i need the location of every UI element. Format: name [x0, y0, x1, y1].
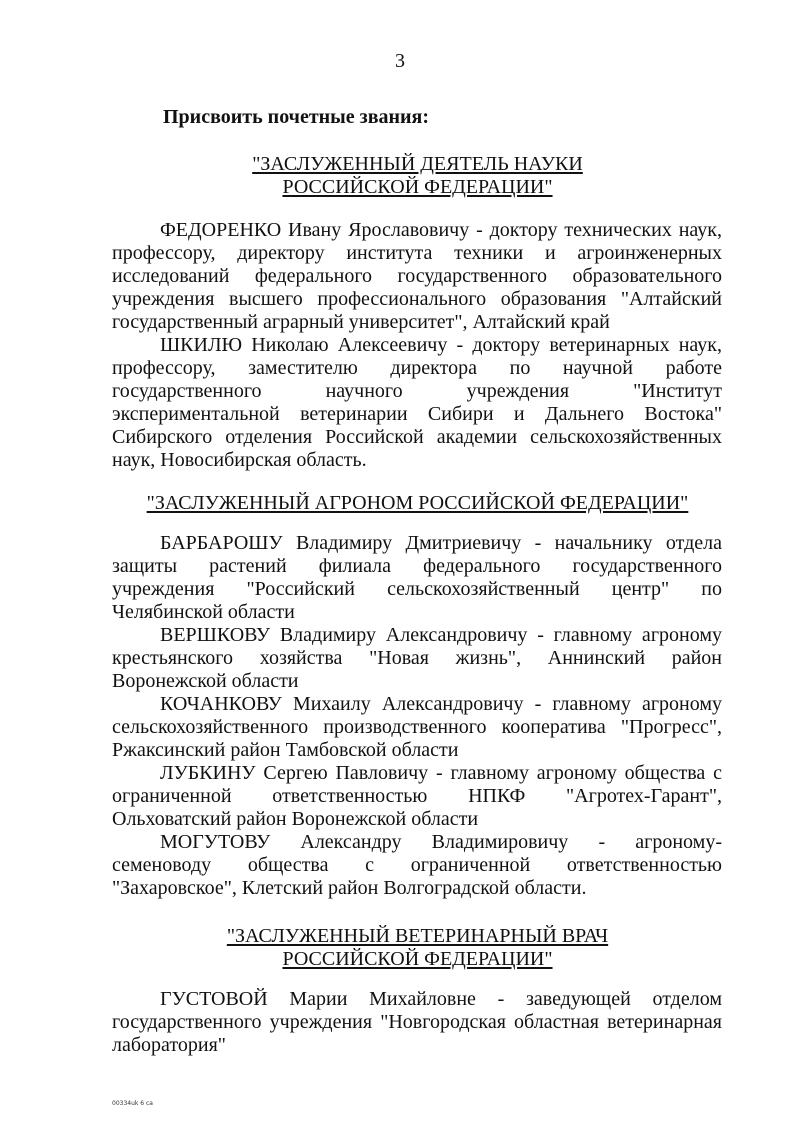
entry-kochankov [112, 693, 722, 762]
heading-line: РОССИЙСКОЙ ФЕДЕРАЦИИ" [282, 948, 553, 970]
entry-mogutov [112, 831, 722, 900]
entry-line: профессору, заместителю директора по научной работе [112, 357, 722, 379]
award-instruction: Присвоить почетные звания: [163, 106, 430, 128]
entry-line: семеноводу общества с ограниченной ответственностью [112, 854, 722, 876]
entry-line: защиты растений филиала федерального государственного [112, 555, 722, 577]
entry-line: Ржаксинский район Тамбовской области [112, 739, 459, 761]
entry-line: ЛУБКИНУ Сергею Павловичу - главному агроному общества с [160, 762, 722, 784]
document-code: 00334uk 6 ca [112, 1100, 153, 1107]
page-number: 3 [395, 50, 405, 72]
entry-vershkov [112, 624, 722, 693]
entry-line: профессору, директору института техники и агроинженерных [112, 242, 722, 264]
entry-line: МОГУТОВУ Александру Владимировичу - агроному- [160, 831, 722, 853]
entry-line: ШКИЛЮ Николаю Алексеевичу - доктору ветеринарных наук, [160, 334, 722, 356]
entry-line: сельскохозяйственного производственного кооператива "Прогресс", [112, 716, 722, 738]
heading-line: "ЗАСЛУЖЕННЫЙ АГРОНОМ РОССИЙСКОЙ ФЕДЕРАЦИИ" [146, 492, 689, 514]
entry-line: государственного учреждения "Новгородская областная ветеринарная [112, 1011, 722, 1033]
entry-line: экспериментальной ветеринарии Сибири и Дальнего Востока" [112, 403, 722, 425]
entry-line: ограниченной ответственностью НПКФ "Агротех-Гарант", [112, 785, 722, 807]
entry-line: ГУСТОВОЙ Марии Михайловне - заведующей отделом [160, 988, 722, 1010]
section-heading-veterinarian [0, 925, 800, 971]
entry-line: Ольховатский район Воронежской области [112, 808, 479, 830]
entry-line: БАРБАРОШУ Владимиру Дмитриевичу - начальнику отдела [160, 532, 722, 554]
heading-line: "ЗАСЛУЖЕННЫЙ ДЕЯТЕЛЬ НАУКИ [252, 153, 583, 175]
entry-barbarosh [112, 532, 722, 624]
entry-line: государственного научного учреждения "Институт [112, 380, 722, 402]
entry-gustova [112, 988, 722, 1057]
entry-line: исследований федерального государственного образовательного [112, 265, 722, 287]
entry-fedorenko [112, 219, 722, 334]
entry-line: ФЕДОРЕНКО Ивану Ярославовичу - доктору технических наук, [160, 219, 722, 241]
entry-shkil [112, 334, 722, 472]
entry-line: Челябинской области [112, 601, 295, 623]
entry-line: Воронежской области [112, 670, 299, 692]
section-heading-science [0, 153, 800, 199]
heading-line: РОССИЙСКОЙ ФЕДЕРАЦИИ" [282, 176, 553, 198]
entry-line: учреждения высшего профессионального образования "Алтайский [112, 288, 722, 310]
entry-line: наук, Новосибирская область. [112, 449, 367, 471]
entry-line: ВЕРШКОВУ Владимиру Александровичу - главному агроному [160, 624, 722, 646]
entry-lubkin [112, 762, 722, 831]
entry-line: КОЧАНКОВУ Михаилу Александровичу - главному агроному [160, 693, 722, 715]
entry-line: лаборатория" [112, 1034, 226, 1056]
entry-line: учреждения "Российский сельскохозяйственный центр" по [112, 578, 722, 600]
entry-line: "Захаровское", Клетский район Волгоградской области. [112, 877, 587, 899]
entry-line: Сибирского отделения Российской академии сельскохозяйственных [112, 426, 722, 448]
entry-line: государственный аграрный университет", Алтайский край [112, 311, 610, 333]
entry-line: крестьянского хозяйства "Новая жизнь", Аннинский район [112, 647, 722, 669]
heading-line: "ЗАСЛУЖЕННЫЙ ВЕТЕРИНАРНЫЙ ВРАЧ [226, 925, 609, 947]
section-heading-agronomist [0, 492, 800, 515]
